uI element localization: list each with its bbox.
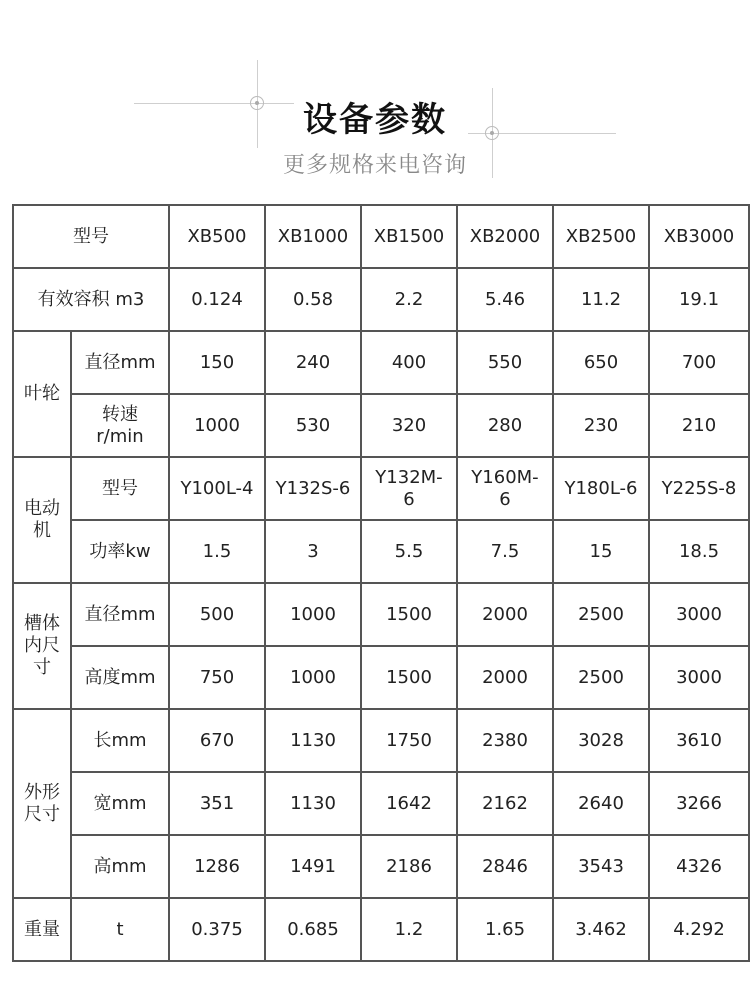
value-cell: 0.375 [169,898,265,961]
value-cell: 1000 [169,394,265,457]
value-cell: 4.292 [649,898,749,961]
value-cell: 1642 [361,772,457,835]
value-cell: 1130 [265,709,361,772]
value-cell: 2380 [457,709,553,772]
value-cell: 3543 [553,835,649,898]
model-header-cell: XB1000 [265,205,361,268]
row-tank-height [13,646,749,709]
row-outer-height [13,835,749,898]
value-cell: 1000 [265,646,361,709]
value-cell: 1286 [169,835,265,898]
header [0,0,750,200]
value-cell: 400 [361,331,457,394]
value-cell: 320 [361,394,457,457]
value-cell: 750 [169,646,265,709]
model-header-cell: XB500 [169,205,265,268]
value-cell: 18.5 [649,520,749,583]
value-cell: Y180L-6 [553,457,649,520]
value-cell: 2640 [553,772,649,835]
row-impeller-diameter [13,331,749,394]
group-label-outer: 外形 尺寸 [13,709,71,898]
value-cell: 5.5 [361,520,457,583]
row-volume [13,268,749,331]
value-cell: 5.46 [457,268,553,331]
value-cell: 0.685 [265,898,361,961]
value-cell: 3 [265,520,361,583]
row-label-weight-unit: t [71,898,169,961]
model-header-cell: XB2500 [553,205,649,268]
row-impeller-speed [13,394,749,457]
value-cell: 3.462 [553,898,649,961]
value-cell: 1500 [361,583,457,646]
value-cell: 2000 [457,646,553,709]
value-cell: Y100L-4 [169,457,265,520]
value-cell: 700 [649,331,749,394]
model-header-cell: XB3000 [649,205,749,268]
value-cell: 2162 [457,772,553,835]
value-cell: 2500 [553,646,649,709]
value-cell: 280 [457,394,553,457]
page-subtitle: 更多规格来电咨询 [282,153,467,178]
value-cell: Y132M- 6 [361,457,457,520]
model-header-cell: XB2000 [457,205,553,268]
value-cell: 670 [169,709,265,772]
row-label-impeller-speed: 转速 r/min [71,394,169,457]
value-cell: 4326 [649,835,749,898]
value-cell: 650 [553,331,649,394]
value-cell: 2500 [553,583,649,646]
model-header-cell: XB1500 [361,205,457,268]
value-cell: 1130 [265,772,361,835]
value-cell: 3266 [649,772,749,835]
value-cell: 240 [265,331,361,394]
value-cell: 2846 [457,835,553,898]
value-cell: 7.5 [457,520,553,583]
page-title: 设备参数 [303,100,447,140]
row-label-motor-model: 型号 [71,457,169,520]
spec-table-body [13,205,749,961]
row-label-model: 型号 [13,205,169,268]
spec-table [12,204,750,962]
value-cell: 3000 [649,583,749,646]
value-cell: 1.65 [457,898,553,961]
value-cell: 3610 [649,709,749,772]
row-label-tank-diameter: 直径mm [71,583,169,646]
group-label-tank: 槽体 内尺 寸 [13,583,71,709]
value-cell: 210 [649,394,749,457]
group-label-weight: 重量 [13,898,71,961]
row-label-outer-width: 宽mm [71,772,169,835]
value-cell: 3028 [553,709,649,772]
value-cell: 2000 [457,583,553,646]
group-label-impeller: 叶轮 [13,331,71,457]
group-label-motor: 电动 机 [13,457,71,583]
value-cell: 1.5 [169,520,265,583]
value-cell: 1491 [265,835,361,898]
value-cell: 19.1 [649,268,749,331]
row-label-volume: 有效容积 m3 [13,268,169,331]
row-label-outer-height: 高mm [71,835,169,898]
value-cell: 3000 [649,646,749,709]
value-cell: Y132S-6 [265,457,361,520]
value-cell: 150 [169,331,265,394]
value-cell: 15 [553,520,649,583]
value-cell: 1000 [265,583,361,646]
value-cell: 2186 [361,835,457,898]
row-motor-model [13,457,749,520]
row-tank-diameter [13,583,749,646]
row-motor-power [13,520,749,583]
value-cell: 2.2 [361,268,457,331]
row-label-tank-height: 高度mm [71,646,169,709]
row-outer-width [13,772,749,835]
value-cell: 11.2 [553,268,649,331]
value-cell: 0.58 [265,268,361,331]
row-weight [13,898,749,961]
row-label-outer-length: 长mm [71,709,169,772]
value-cell: 0.124 [169,268,265,331]
value-cell: Y160M- 6 [457,457,553,520]
value-cell: 1500 [361,646,457,709]
row-model [13,205,749,268]
row-outer-length [13,709,749,772]
row-label-motor-power: 功率kw [71,520,169,583]
value-cell: 500 [169,583,265,646]
value-cell: Y225S-8 [649,457,749,520]
value-cell: 1.2 [361,898,457,961]
value-cell: 1750 [361,709,457,772]
value-cell: 230 [553,394,649,457]
value-cell: 351 [169,772,265,835]
value-cell: 530 [265,394,361,457]
value-cell: 550 [457,331,553,394]
row-label-impeller-diameter: 直径mm [71,331,169,394]
